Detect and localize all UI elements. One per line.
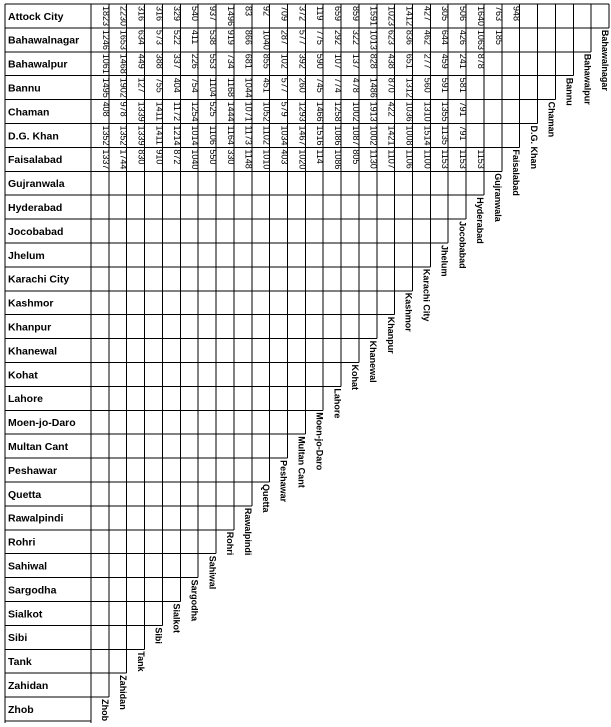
distance-value: 1744 [118, 149, 129, 170]
distance-value: 1106 [207, 125, 218, 145]
distance-value: 791 [458, 101, 469, 117]
city-row-label: Rohri [8, 536, 36, 549]
distance-value: 1411 [154, 101, 165, 121]
distance-value: 872 [172, 149, 183, 165]
city-row-label: Karachi City [8, 273, 70, 286]
distance-value: 573 [154, 29, 165, 45]
distance-value: 478 [350, 77, 361, 93]
distance-value: 540 [190, 6, 201, 22]
distance-value: 1173 [243, 125, 254, 145]
distance-value: 1495 [100, 77, 111, 98]
city-column-label: Hyderabad [475, 197, 486, 244]
distance-value: 1071 [243, 101, 254, 122]
city-column-label: Zhob [100, 699, 111, 722]
city-column-label: D.G. Khan [528, 125, 539, 170]
distance-value: 937 [207, 6, 218, 22]
distance-value: 226 [190, 53, 201, 69]
distance-value: 1102 [261, 125, 272, 145]
city-column-label: Multan Cant [296, 436, 307, 488]
city-column-label: Peshawar [278, 460, 289, 503]
city-column-label: Bahawalpur [582, 53, 593, 105]
distance-value: 1467 [297, 125, 308, 146]
distance-value: 1339 [136, 125, 147, 146]
city-column-label: Sibi [153, 627, 164, 644]
distance-value: 805 [350, 149, 361, 165]
city-row-label: Peshawar [8, 464, 58, 477]
distance-value: 404 [172, 77, 183, 93]
city-column-label: Kohat [350, 364, 361, 390]
distance-value: 836 [404, 29, 415, 45]
distance-value: 1020 [297, 149, 308, 170]
city-row-label: Sahiwal [8, 560, 48, 573]
distance-value: 316 [154, 6, 165, 22]
distance-value: 1086 [332, 125, 343, 146]
city-row-label: Khanpur [8, 321, 52, 334]
distance-value: 581 [458, 77, 469, 93]
distance-value: 1310 [422, 101, 433, 122]
city-row-label: Hyderabad [8, 201, 63, 214]
distance-value: 185 [493, 29, 504, 45]
distance-value: 2230 [118, 6, 129, 27]
distance-value: 1254 [190, 101, 201, 122]
distance-value: 525 [207, 101, 218, 117]
city-row-label: Lahore [8, 393, 44, 406]
distance-value: 1411 [154, 125, 165, 145]
distance-value: 1164 [225, 125, 236, 145]
distance-value: 1312 [404, 77, 415, 98]
city-row-label: Chaman [8, 106, 50, 119]
distance-value: 734 [225, 53, 236, 69]
distance-value: 866 [243, 29, 254, 45]
distance-value: 102 [279, 53, 290, 69]
city-row-label: Kashmor [8, 297, 54, 310]
distance-value: 1087 [350, 125, 361, 146]
city-column-label: Lahore [332, 388, 343, 419]
distance-value: 1061 [100, 53, 111, 74]
distance-value: 1466 [315, 101, 326, 122]
city-row-label: Attock City [8, 10, 64, 23]
distance-value: 1355 [440, 101, 451, 122]
distance-value: 277 [422, 53, 433, 69]
distance-value: 1214 [172, 125, 183, 146]
city-column-label: Rohri [225, 531, 236, 556]
distance-value: 408 [100, 101, 111, 117]
city-column-label: Sahiwal [207, 555, 218, 590]
city-row-label: Moen-jo-Daro [8, 417, 76, 430]
distance-value: 1823 [100, 6, 111, 27]
distance-value: 119 [315, 6, 326, 21]
city-row-label: D.G. Khan [8, 130, 59, 143]
distance-value: 1040 [190, 149, 201, 170]
distance-value: 1063 [475, 29, 486, 50]
distance-value: 1486 [368, 77, 379, 98]
distance-value: 388 [154, 53, 165, 69]
city-column-label: Karachi City [421, 268, 432, 322]
distance-value: 1902 [118, 77, 129, 98]
distance-value: 1168 [225, 77, 236, 98]
distance-value: 287 [279, 29, 290, 45]
distance-value: 127 [136, 77, 147, 93]
city-row-label: Kohat [8, 369, 38, 382]
distance-value: 305 [440, 6, 451, 22]
distance-value: 1023 [386, 6, 397, 27]
distance-value: 1293 [297, 101, 308, 122]
city-row-label: Zahidan [8, 679, 49, 692]
city-column-label: Jhelum [439, 245, 450, 277]
distance-value: 316 [136, 6, 147, 22]
city-row-label: Sialkot [8, 608, 43, 621]
distance-value: 910 [154, 149, 165, 165]
distance-value: 550 [207, 149, 218, 165]
distance-value: 1040 [261, 29, 272, 50]
city-column-label: Chaman [546, 101, 557, 138]
distance-value: 577 [297, 29, 308, 45]
distance-value: 791 [458, 125, 469, 141]
distance-value: 411 [190, 29, 201, 45]
distance-value: 114 [315, 149, 326, 164]
distance-value: 1153 [440, 149, 451, 169]
distance-value: 623 [386, 29, 397, 45]
distance-value: 651 [404, 53, 415, 69]
distance-value: 1514 [422, 125, 433, 146]
city-column-label: Kashmor [403, 292, 414, 332]
distance-value: 1106 [404, 149, 415, 169]
city-row-label: Multan Cant [8, 440, 69, 453]
distance-value: 403 [279, 149, 290, 165]
distance-value: 1052 [261, 101, 272, 122]
city-column-label: Khanewal [368, 340, 379, 383]
distance-value: 522 [172, 29, 183, 45]
distance-value: 241 [458, 53, 469, 69]
distance-value: 634 [136, 29, 147, 45]
distance-value: 1591 [368, 6, 379, 27]
distance-value: 1412 [404, 6, 415, 27]
city-column-label: Bahawalnagar [600, 29, 611, 91]
distance-value: 855 [261, 53, 272, 69]
distance-value: 1107 [386, 149, 397, 169]
distance-value: 1653 [118, 29, 129, 50]
distance-value: 870 [386, 77, 397, 93]
city-column-label: Tank [135, 651, 146, 672]
distance-value: 1258 [332, 101, 343, 122]
city-row-label: Quetta [8, 488, 42, 501]
distance-value: 978 [118, 101, 129, 117]
city-row-label: Bahawalpur [8, 58, 68, 71]
distance-value: 1516 [315, 125, 326, 146]
distance-value: 92 [261, 6, 272, 17]
distance-value: 1352 [100, 125, 111, 146]
distance-value: 137 [350, 53, 361, 69]
distance-value: 538 [207, 29, 218, 45]
distance-value: 1153 [458, 149, 469, 169]
distance-value: 1337 [100, 149, 111, 170]
city-row-label: Zhob [8, 703, 34, 716]
city-row-label: Gujranwala [8, 178, 65, 191]
distance-value: 1135 [440, 125, 451, 145]
city-column-label: Zahidan [117, 675, 128, 710]
distance-value: 322 [350, 29, 361, 45]
distance-value: 1104 [207, 77, 218, 98]
city-row-label: Jocobabad [8, 225, 64, 238]
distance-value: 1153 [475, 149, 486, 169]
distance-value: 878 [475, 53, 486, 69]
city-row-label: Bahawalnagar [8, 34, 80, 47]
distance-value: 1044 [243, 77, 254, 98]
distance-value: 763 [493, 6, 504, 22]
city-row-label: Jhelum [8, 249, 45, 262]
distance-value: 830 [136, 149, 147, 165]
distance-value: 1468 [118, 53, 129, 74]
distance-value: 451 [261, 77, 272, 93]
distance-value: 1010 [261, 149, 272, 170]
distance-value: 579 [279, 101, 290, 117]
distance-value: 337 [172, 53, 183, 69]
distance-value: 1339 [136, 101, 147, 122]
distance-value: 919 [225, 29, 236, 45]
distance-value: 292 [332, 29, 343, 45]
city-row-label: Bannu [8, 82, 41, 95]
city-row-label: Faisalabad [8, 154, 63, 167]
distance-value: 1352 [118, 125, 129, 146]
distance-value: 392 [297, 53, 308, 69]
distance-value: 709 [279, 6, 290, 22]
distance-value: 260 [297, 77, 308, 93]
distance-value: 644 [440, 29, 451, 45]
distance-value: 107 [332, 53, 343, 69]
city-column-label: Bannu [564, 77, 575, 106]
distance-value: 1014 [190, 125, 201, 146]
city-column-label: Faisalabad [510, 149, 521, 196]
distance-value: 828 [368, 53, 379, 69]
distance-value: 774 [332, 77, 343, 93]
distance-value: 1130 [368, 149, 379, 169]
distance-value: 427 [422, 6, 433, 22]
city-column-label: Sialkot [171, 603, 182, 634]
distance-value: 1008 [404, 125, 415, 146]
city-column-label: Quetta [260, 484, 271, 513]
distance-value: 1913 [368, 101, 379, 122]
city-column-label: Rawalpindi [242, 507, 253, 556]
distance-value: 1034 [279, 125, 290, 146]
city-column-label: Khanpur [385, 316, 396, 354]
distance-value: 329 [172, 6, 183, 22]
distance-value: 948 [511, 6, 522, 22]
distance-value: 754 [190, 77, 201, 93]
city-column-label: Jocobabad [457, 221, 468, 269]
distance-value: 1444 [225, 101, 236, 122]
distance-value: 745 [315, 77, 326, 93]
city-row-label: Rawalpindi [8, 512, 64, 525]
distance-value: 1421 [386, 125, 397, 146]
distance-value: 553 [207, 53, 218, 69]
distance-value: 591 [440, 77, 451, 93]
distance-value: 859 [350, 6, 361, 22]
distance-value: 372 [297, 6, 308, 22]
distance-value: 426 [458, 29, 469, 45]
distance-value: 330 [225, 149, 236, 165]
city-column-label: Gujranwala [493, 173, 504, 222]
distance-value: 775 [315, 29, 326, 45]
distance-value: 1172 [172, 101, 183, 121]
distance-value: 1100 [422, 149, 433, 169]
city-row-label: Sibi [8, 632, 28, 645]
distance-value: 459 [440, 53, 451, 69]
distance-value: 1002 [368, 125, 379, 146]
distance-value: 1148 [243, 149, 254, 169]
city-column-label: Sargodha [189, 579, 200, 622]
distance-value: 1640 [475, 6, 486, 27]
city-row-label: Khanewal [8, 345, 58, 358]
distance-value: 1496 [225, 6, 236, 27]
distance-value: 560 [422, 77, 433, 93]
distance-value: 1013 [368, 29, 379, 50]
distance-value: 681 [243, 53, 254, 69]
distance-value: 506 [458, 6, 469, 22]
distance-value: 462 [422, 29, 433, 45]
distance-value: 422 [386, 101, 397, 117]
distance-value: 1086 [332, 149, 343, 170]
distance-value: 438 [386, 53, 397, 69]
distance-value: 449 [136, 53, 147, 69]
distance-value: 1246 [100, 29, 111, 50]
distance-value: 659 [332, 6, 343, 22]
distance-value: 1036 [404, 101, 415, 122]
city-row-label: Tank [8, 656, 32, 669]
distance-value: 590 [315, 53, 326, 69]
distance-value: 755 [154, 77, 165, 93]
distance-value: 1002 [350, 101, 361, 122]
city-column-label: Moen-jo-Daro [314, 412, 325, 471]
city-row-label: Sargodha [8, 584, 57, 597]
distance-value: 83 [243, 6, 254, 17]
distance-value: 577 [279, 77, 290, 93]
